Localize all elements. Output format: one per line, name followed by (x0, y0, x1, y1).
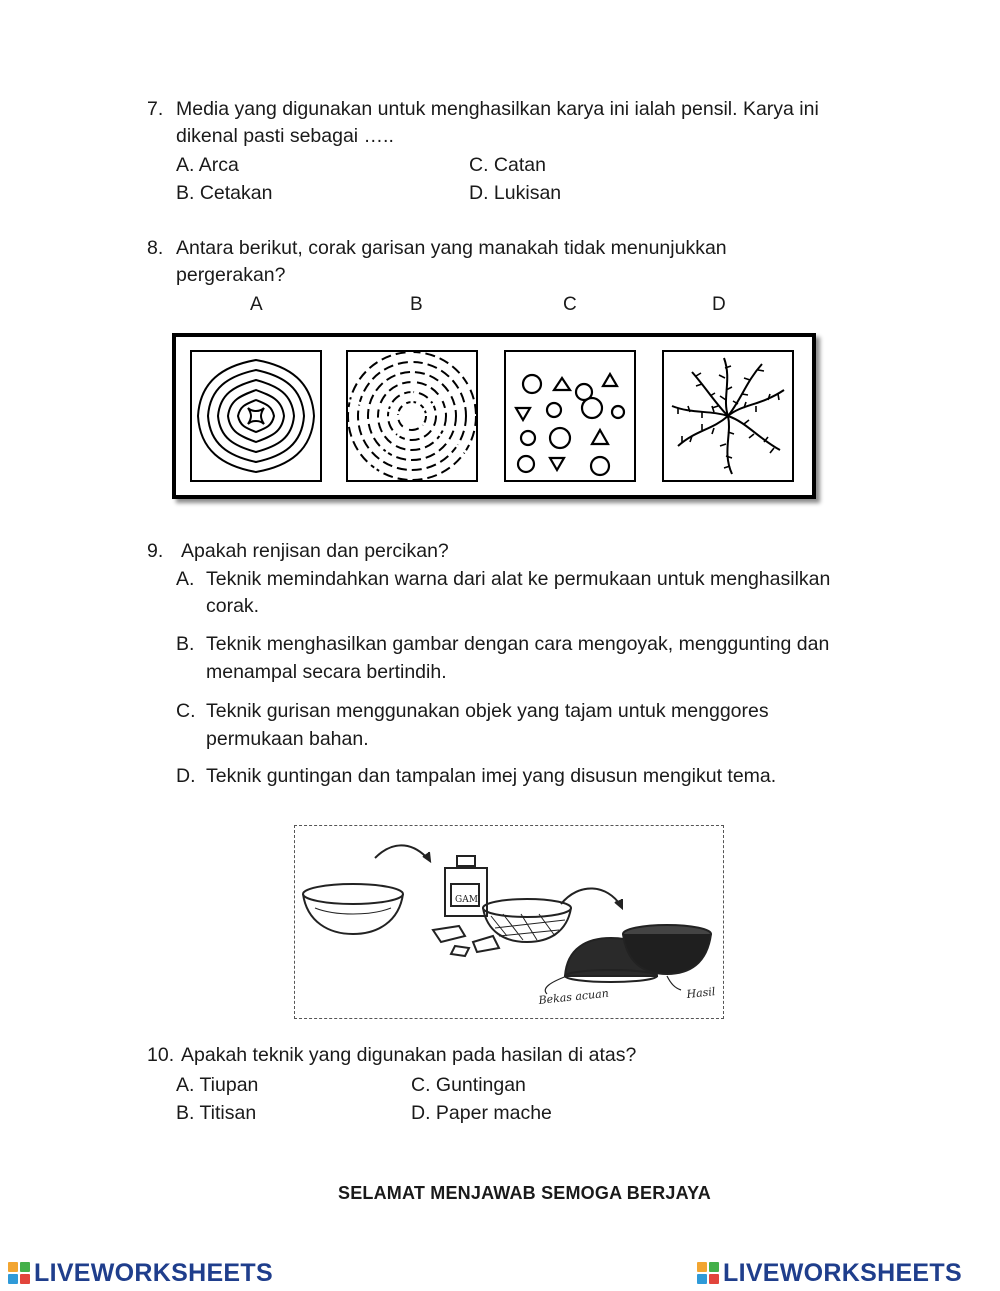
q10-option-a[interactable]: A. Tiupan (176, 1074, 259, 1096)
closing-message: SELAMAT MENJAWAB SEMOGA BERJAYA (338, 1183, 711, 1203)
q8-label-d: D (712, 294, 726, 315)
paper-mache-illustration (294, 825, 724, 1019)
q9-option-a-line2[interactable]: corak. (206, 595, 260, 617)
q10-number: 10. (147, 1044, 175, 1066)
q9-option-c-letter[interactable]: C. (176, 700, 196, 722)
q8-label-c: C (563, 294, 577, 315)
q9-option-c-line2[interactable]: permukaan bahan. (206, 728, 369, 750)
q9-option-a-line1[interactable]: Teknik memindahkan warna dari alat ke permukaan untuk menghasilkan (206, 568, 831, 590)
logo-text-right: LIVEWORKSHEETS (723, 1258, 962, 1287)
logo-square-3 (8, 1274, 18, 1284)
q9-option-b-letter[interactable]: B. (176, 633, 195, 655)
q10-option-b[interactable]: B. Titisan (176, 1102, 257, 1124)
liveworksheets-logo-left[interactable] (8, 1258, 273, 1288)
q10-option-c[interactable]: C. Guntingan (411, 1074, 526, 1096)
glue-label: GAM (455, 895, 478, 905)
q9-option-a-letter[interactable]: A. (176, 568, 195, 590)
pattern-c-shapes[interactable] (504, 350, 636, 482)
pattern-d-thorny-branches[interactable] (662, 350, 794, 482)
result-label: Hasil (685, 985, 716, 1001)
q9-option-c-line1[interactable]: Teknik gurisan menggunakan objek yang tajam untuk menggores (206, 700, 769, 722)
q9-option-d-line1[interactable]: Teknik guntingan dan tampalan imej yang disusun mengikut tema. (206, 765, 777, 787)
pattern-a-concentric-waves[interactable] (190, 350, 322, 482)
q9-option-d-letter[interactable]: D. (176, 765, 196, 787)
logo-square-3 (697, 1274, 707, 1284)
logo-square-1 (697, 1262, 707, 1272)
q8-label-a: A (250, 294, 263, 315)
q9-option-b-line1[interactable]: Teknik menghasilkan gambar dengan cara mengoyak, menggunting dan (206, 633, 830, 655)
q7-option-d[interactable]: D. Lukisan (469, 182, 562, 204)
q8-text-line1: Antara berikut, corak garisan yang manakah tidak menunjukkan (176, 237, 727, 259)
q9-number: 9. (147, 540, 164, 562)
logo-square-1 (8, 1262, 18, 1272)
q7-number: 7. (147, 98, 164, 120)
q10-option-d[interactable]: D. Paper mache (411, 1102, 552, 1124)
q9-option-b-line2[interactable]: menampal secara bertindih. (206, 661, 447, 683)
logo-square-2 (20, 1262, 30, 1272)
logo-squares-icon (697, 1262, 719, 1284)
q8-label-b: B (410, 294, 423, 315)
logo-text-left: LIVEWORKSHEETS (34, 1258, 273, 1287)
q7-text-line2: dikenal pasti sebagai ….. (176, 125, 394, 147)
logo-squares-icon (8, 1262, 30, 1284)
liveworksheets-logo-right[interactable] (697, 1258, 962, 1288)
mould-label: Bekas acuan (537, 986, 610, 1007)
logo-square-2 (709, 1262, 719, 1272)
q8-number: 8. (147, 237, 164, 259)
q7-option-b[interactable]: B. Cetakan (176, 182, 273, 204)
q7-text-line1: Media yang digunakan untuk menghasilkan karya ini ialah pensil. Karya ini (176, 98, 819, 120)
q8-pattern-frame (172, 333, 816, 499)
q7-option-c[interactable]: C. Catan (469, 154, 546, 176)
q8-text-line2: pergerakan? (176, 264, 286, 286)
logo-square-4 (20, 1274, 30, 1284)
pattern-b-radial-dashes[interactable] (346, 350, 478, 482)
q7-option-a[interactable]: A. Arca (176, 154, 239, 176)
logo-square-4 (709, 1274, 719, 1284)
q9-text: Apakah renjisan dan percikan? (181, 540, 449, 562)
bowl-process-drawing (295, 826, 723, 1018)
q10-text: Apakah teknik yang digunakan pada hasilan di atas? (181, 1044, 637, 1066)
